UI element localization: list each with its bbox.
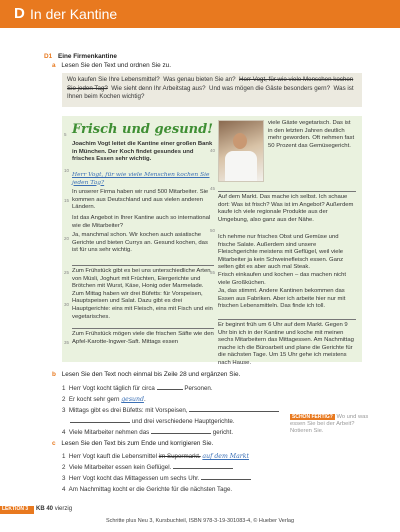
line-number: 20	[64, 236, 70, 241]
tip-text: Wo und was essen Sie bei der Arbeit? Notieren Sie.	[290, 414, 369, 435]
answer-line-3[interactable]	[72, 321, 214, 329]
article-paragraph-3: Zum Frühstück gibt es bei uns unterschiedliche Arten von Müsli, Joghurt mit Früchten, Eiergerichte und Brötchen mit Wurst, Käse, Honig oder Marmelade. Zum Mittag haben wir drei Büfetts: für Vorspeisen, Hauptspeisen und Salat. Dazu gibt es drei Hauptgerichte: eins mit Fleisch, eins mit Fisch und ein vegetarisches.	[72, 268, 213, 320]
line-number: 50	[210, 228, 216, 233]
article-right-1: viele Gäste vegetarisch. Das ist in den letzten Jahren deutlich mehr geworden. Oft nehmen fast 50 Prozent das Gemüsegericht.	[268, 120, 355, 149]
footer-page: KB 40 vierzig	[36, 506, 73, 512]
article-right-2: Auf dem Markt. Das mache ich selbst. Ich schaue dort: Was ist frisch? Was ist im Angebot? Außerdem kaufe ich viele regionale Produkte aus der Umgebung, also ganz aus der Nähe.	[218, 194, 354, 223]
task-b-item-3: 3 Mittags gibt es drei Büfetts: mit Vorspeisen,	[62, 405, 362, 416]
answer-gesund: gesund	[121, 396, 144, 403]
answer-line-4[interactable]	[218, 184, 356, 192]
task-c-item-2: 2 Viele Mitarbeiter essen kein Geflügel.	[62, 462, 292, 473]
article-paragraph-2: Ja, manchmal schon. Wir kochen auch asiatische Gerichte und bieten Currys an. Gesund kochen, das ist für uns sehr wichtig.	[72, 232, 208, 254]
article-paragraph-4: Zum Frühstück mögen viele die frischen Säfte wie den Apfel-Karotte-Ingwer-Saft. Mittags essen	[72, 331, 214, 345]
task-a-instruction	[52, 62, 171, 70]
question-6: Was ist Ihnen beim Kochen wichtig?	[67, 84, 354, 101]
task-c-item-3: 3 Herr Vogt kocht das Mittagessen um sechs Uhr.	[62, 473, 292, 484]
line-number: 15	[64, 198, 70, 203]
question-4: Wie sieht denn Ihr Arbeitstag aus?	[111, 84, 206, 92]
line-number: 5	[64, 132, 67, 137]
blank-3b[interactable]	[70, 422, 130, 423]
article-right-3: Ich nehme nur frisches Obst und Gemüse und frische Salate. Außerdem sind unsere Fleischgerichte meistens mit Geflügel, weil viele Mitarbeiter ja kein Schweinefleisch essen. Ganz selten gibt es aber auch mal Steak.	[218, 234, 344, 271]
article-right-5: Er beginnt früh um 6 Uhr auf dem Markt. Gegen 9 Uhr bin ich in der Kantine und koche mit meinen sechs Mitarbeitern das Mittagessen. Am Nachmittag mache ich die Büroarbeit und plane die Gerichte für die nächsten Tage. Um 15 Uhr gehe ich meistens nach Hause.	[218, 322, 354, 366]
article-title: Frisch und gesund!	[72, 122, 213, 137]
exercise-title: Eine Firmenkantine	[57, 53, 117, 60]
task-a-letter: a	[52, 62, 56, 69]
task-b-item-3-cont: und drei verschiedene Hauptgerichte.	[62, 416, 362, 427]
task-b-item-1: 1 Herr Vogt kocht täglich für circa Personen.	[62, 385, 213, 392]
question-3-struck: Herr Vogt, für wie viele Menschen kochen Sie jeden Tag?	[67, 76, 354, 92]
section-letter: D	[14, 5, 25, 22]
task-c-item-1: 1 Herr Vogt kauft die Lebensmittel im Supermarkt. auf dem Markt	[62, 453, 249, 460]
article-intro: Joachim Vogt leitet die Kantine einer großen Bank in München. Der Koch findet gesundes und frisches Essen sehr wichtig.	[72, 141, 213, 163]
exercise-number: D1	[44, 53, 53, 60]
answer-markt: auf dem Markt	[202, 453, 249, 460]
task-c-letter: c	[52, 440, 56, 447]
blank-1[interactable]	[157, 389, 183, 390]
task-c-instruction	[52, 440, 213, 448]
line-number: 55	[210, 270, 216, 275]
chef-photo	[218, 120, 264, 182]
task-b-letter: b	[52, 371, 56, 378]
tip-tag: SCHON FERTIG?	[292, 414, 333, 420]
article-question-green-2: Frisch einkaufen und kochen – das machen nicht viele Großküchen.	[218, 272, 347, 286]
answer-1-handwritten: Herr Vogt, für wie viele Menschen kochen Sie jeden Tag?	[72, 172, 210, 186]
line-number: 40	[210, 148, 216, 153]
task-b-text: Lesen Sie den Text noch einmal bis Zeile 28 und ergänzen Sie.	[61, 371, 241, 378]
article-question-green-1: Ist das Angebot in Ihrer Kantine auch so international wie die Mitarbeiter?	[72, 215, 211, 229]
line-number: 45	[210, 186, 216, 191]
task-b-instruction	[52, 371, 240, 379]
line-number: 25	[64, 270, 70, 275]
task-c-text: Lesen Sie den Text bis zum Ende und korrigieren Sie.	[61, 440, 214, 447]
answer-line-2[interactable]	[72, 258, 214, 266]
tip-box	[290, 414, 370, 436]
section-title: In der Kantine	[30, 6, 118, 22]
task-a-text: Lesen Sie den Text und ordnen Sie zu.	[61, 62, 172, 69]
question-box	[62, 73, 362, 107]
task-c-item-4: 4 Am Nachmittag kocht er die Gerichte für die nächsten Tage.	[62, 486, 233, 493]
task-b-item-4: 4 Viele Mitarbeiter nehmen das gericht.	[62, 429, 234, 436]
footer-copyright: Schritte plus Neu 3, Kursbuchteil, ISBN 978-3-19-301083-4, © Hueber Verlag	[105, 518, 295, 524]
line-number: 35	[64, 340, 70, 345]
line-number: 30	[64, 302, 70, 307]
article-paragraph-1: In unserer Firma haben wir rund 500 Mitarbeiter. Sie kommen aus Deutschland und aus vielen anderen Ländern.	[72, 189, 209, 211]
question-1: Wo kaufen Sie Ihre Lebensmittel?	[67, 76, 160, 83]
answer-line-5[interactable]	[218, 312, 356, 320]
footer-lektion: LEKTION 3	[2, 506, 29, 512]
question-2: Was genau bieten Sie an?	[163, 76, 236, 83]
exercise-heading	[44, 53, 117, 61]
blank-c3[interactable]	[201, 479, 251, 480]
task-b-item-2: 2 Er kocht sehr gern gesund.	[62, 396, 146, 403]
question-5: Und was mögen die Gäste besonders gern?	[208, 84, 331, 92]
section-header	[0, 0, 400, 28]
blank-c2[interactable]	[173, 468, 233, 469]
blank-4[interactable]	[151, 433, 211, 434]
line-number: 10	[64, 168, 70, 173]
article-right-4: Ja, das stimmt. Andere Kantinen bekommen das Essen aus Fabriken. Aber ich arbeite hier nur mit frischen Lebensmitteln. Das finde ich toll.	[218, 288, 346, 310]
blank-3a[interactable]	[189, 411, 279, 412]
task-c-list	[62, 451, 292, 495]
